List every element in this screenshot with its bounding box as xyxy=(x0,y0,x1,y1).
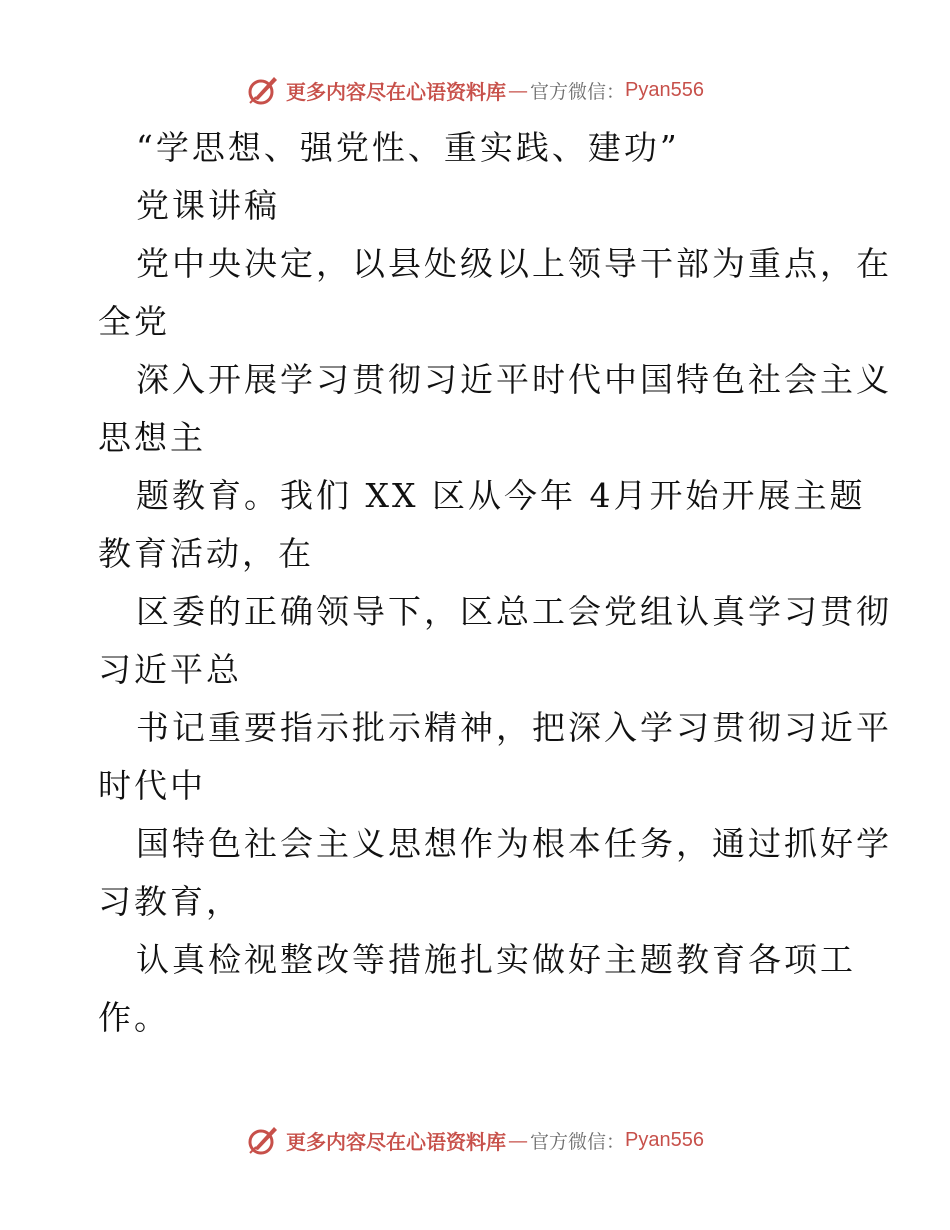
watermark-wechat-id: Pyan556 xyxy=(625,78,704,101)
paragraph-line: 书记重要指示批示精神，把深入学习贯彻习近平 xyxy=(136,708,892,747)
paragraph-line: 深入开展学习贯彻习近平时代中国特色社会主义 xyxy=(136,360,892,399)
watermark-wechat-id: Pyan556 xyxy=(625,1128,704,1151)
paragraph-line: 区委的正确领导下，区总工会党组认真学习贯彻 xyxy=(136,592,892,631)
paragraph-line: 教育活动，在 xyxy=(98,534,314,573)
paragraph-line: 习教育， xyxy=(98,882,242,921)
paragraph-line: 思想主 xyxy=(98,418,206,457)
paragraph-line: 国特色社会主义思想作为根本任务，通过抓好学 xyxy=(136,824,892,863)
document-title-line-2: 党课讲稿 xyxy=(136,186,280,225)
paragraph-line: 习近平总 xyxy=(98,650,242,689)
watermark-wechat-label: 官方微信： xyxy=(530,80,626,103)
paragraph-line: 作。 xyxy=(98,998,170,1037)
watermark-dash: — xyxy=(508,1128,528,1152)
footer-watermark xyxy=(0,1120,950,1160)
paragraph-line: 党中央决定，以县处级以上领导干部为重点，在 xyxy=(136,244,892,283)
document-title-line-1: “学思想、强党性、重实践、建功” xyxy=(136,128,680,167)
quill-logo-icon xyxy=(246,1123,280,1157)
paragraph-line: 认真检视整改等措施扎实做好主题教育各项工 xyxy=(136,940,856,979)
watermark-wechat-label: 官方微信： xyxy=(530,1130,626,1153)
watermark-site-text: 更多内容尽在心语资料库 xyxy=(286,1129,506,1154)
paragraph-line: 全党 xyxy=(98,302,170,341)
watermark-dash: — xyxy=(508,78,528,102)
paragraph-line: 时代中 xyxy=(98,766,206,805)
watermark-site-text: 更多内容尽在心语资料库 xyxy=(286,79,506,104)
paragraph-line: 题教育。我们 XX 区从今年 4月开始开展主题 xyxy=(136,476,866,515)
